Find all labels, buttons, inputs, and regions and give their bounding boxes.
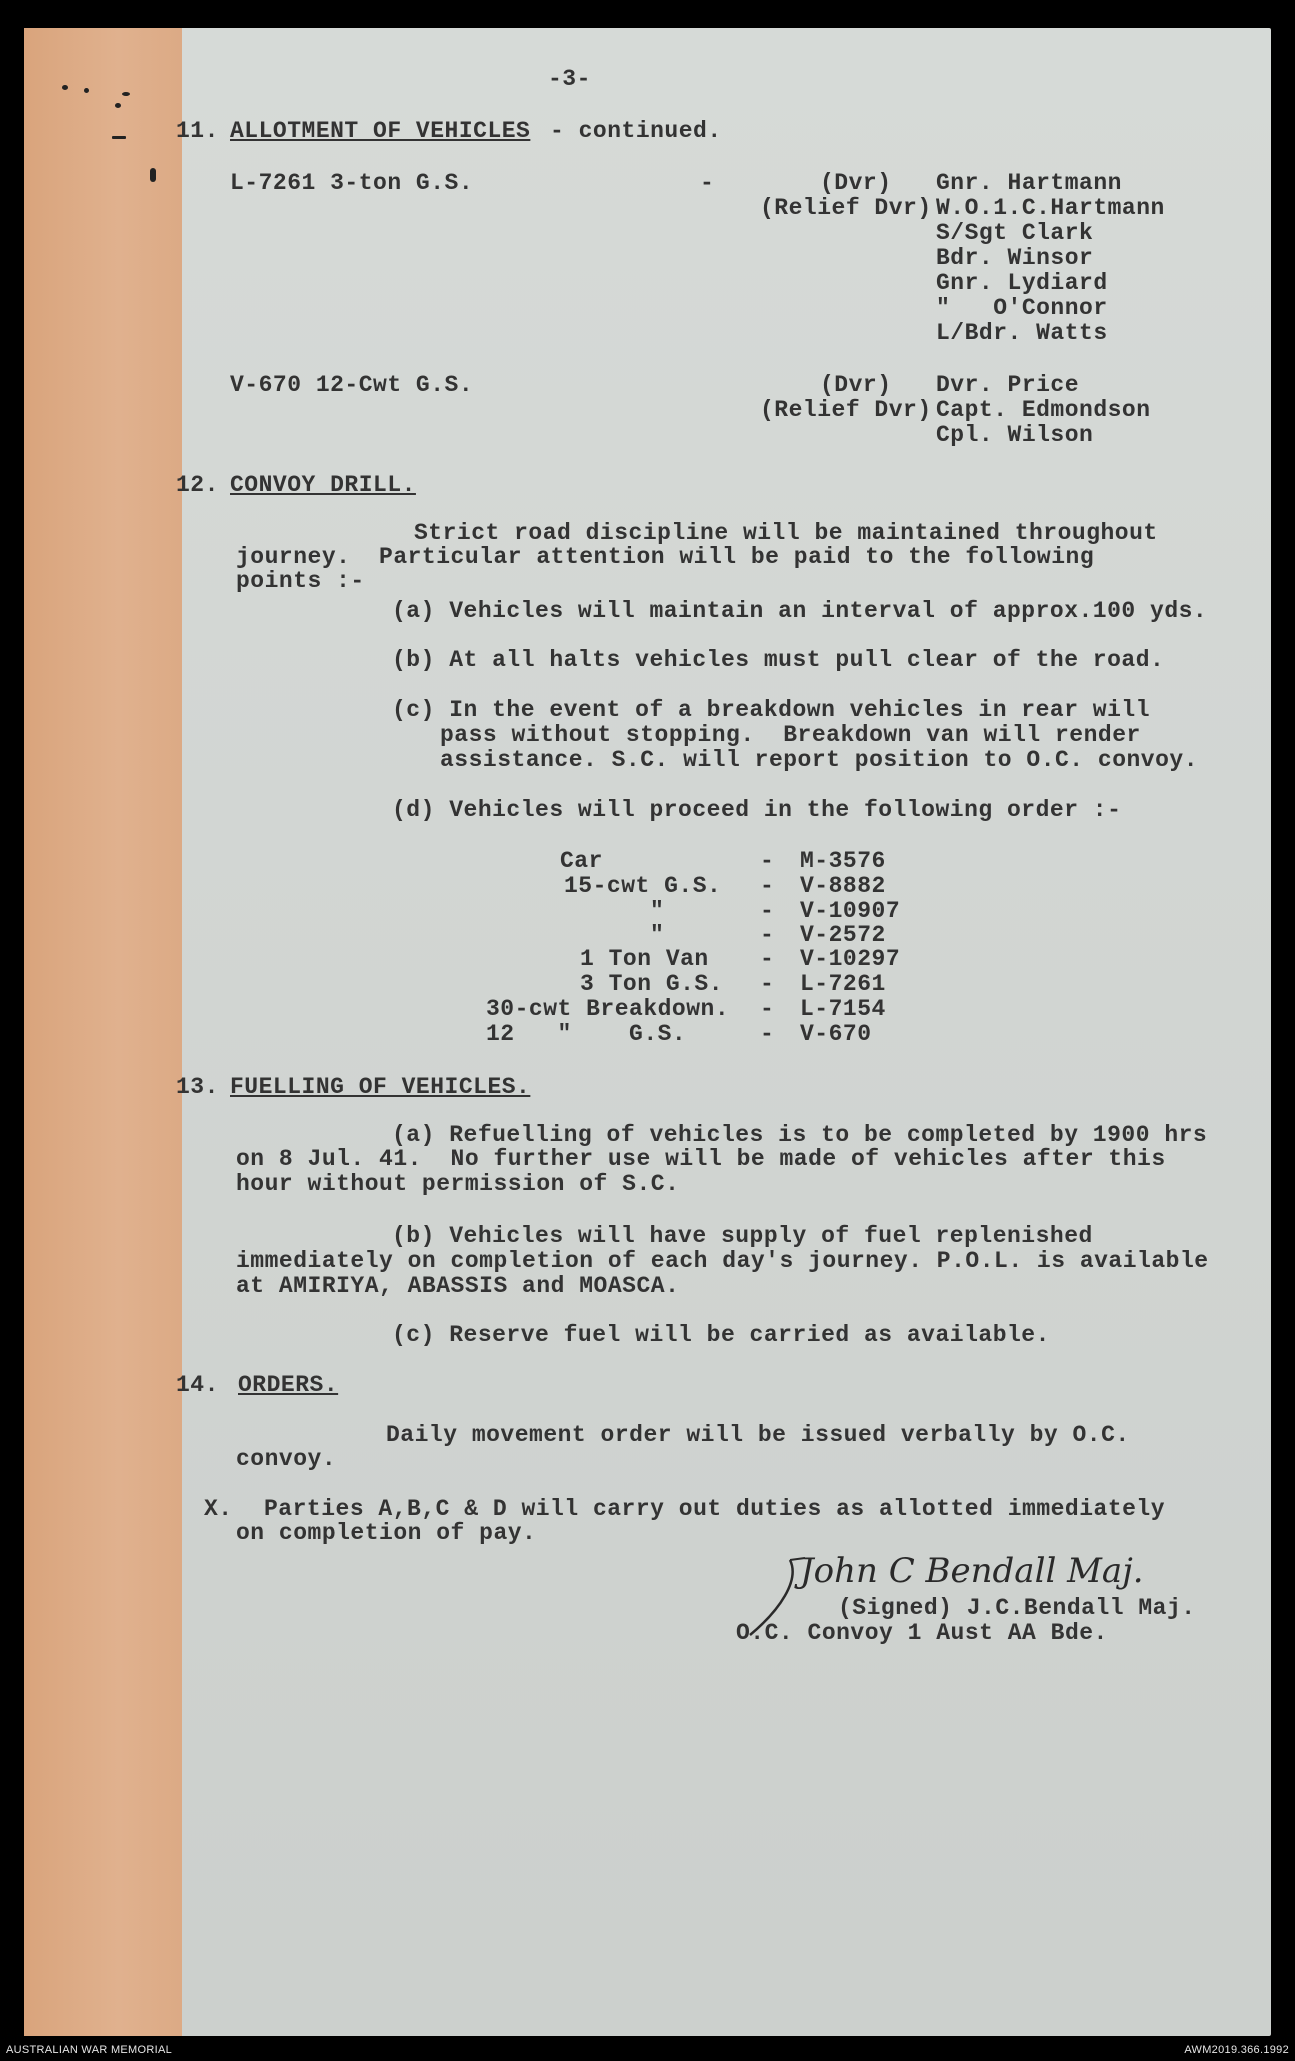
section-12-item-a: (a) Vehicles will maintain an interval of approx.100 yds. [392,598,1208,624]
page-number: -3- [548,66,591,92]
order-dash: - [760,996,775,1022]
footer-accession-number: AWM2019.366.1992 [1184,2044,1289,2056]
order-vehicle-number: L-7154 [800,996,886,1022]
order-dash: - [760,946,775,972]
vehicle-2-name: V-670 12-Cwt G.S. [230,372,474,398]
order-dash: - [760,848,775,874]
crew-name: L/Bdr. Watts [936,320,1108,346]
section-12-title: CONVOY DRILL. [230,472,416,498]
ink-mark [150,168,156,182]
signed-name: (Signed) J.C.Bendall Maj. [838,1595,1196,1621]
crew-name: Cpl. Wilson [936,422,1094,448]
section-13-item-a-line: hour without permission of S.C. [236,1171,680,1197]
order-vehicle-number: M-3576 [800,848,886,874]
order-vehicle-number: V-2572 [800,922,886,948]
order-dash: - [760,898,775,924]
section-13-number: 13. [176,1074,219,1100]
crew-name: S/Sgt Clark [936,220,1094,246]
vehicle-2-role-relief: (Relief Dvr) [760,397,932,423]
section-12-intro-line: points :- [236,568,365,594]
order-dash: - [760,922,775,948]
order-vehicle-type: 12 " G.S. [486,1021,687,1047]
section-13-title: FUELLING OF VEHICLES. [230,1074,531,1100]
section-x-number: X. [204,1496,233,1522]
crew-name: Dvr. Price [936,372,1080,398]
section-11-number: 11. [176,118,219,144]
vehicle-2-role-dvr: (Dvr) [820,372,892,398]
tape-strip [24,28,182,2036]
section-14-text-line: convoy. [236,1446,337,1472]
section-12-intro-line: journey. Particular attention will be paid to the following [236,544,1095,570]
section-12-item-c-line: assistance. S.C. will report position to O.C. convoy. [440,747,1199,773]
section-13-item-b-line: immediately on completion of each day's journey. P.O.L. is available [236,1248,1209,1274]
section-11-suffix: - continued. [550,118,722,144]
order-vehicle-type: Car [560,848,603,874]
order-vehicle-type: 1 Ton Van [580,946,709,972]
order-vehicle-type: 3 Ton G.S. [580,971,724,997]
section-13-item-b-line: (b) Vehicles will have supply of fuel replenished [392,1223,1093,1249]
ink-mark [112,136,126,139]
footer-institution: AUSTRALIAN WAR MEMORIAL [6,2044,173,2056]
vehicle-1-name: L-7261 3-ton G.S. [230,170,474,196]
section-14-title: ORDERS. [238,1372,339,1398]
section-13-item-b-line: at AMIRIYA, ABASSIS and MOASCA. [236,1273,680,1299]
section-11-title: ALLOTMENT OF VEHICLES [230,118,531,144]
vehicle-1-role-dvr: (Dvr) [820,170,892,196]
section-12-item-b: (b) At all halts vehicles must pull clear of the road. [392,647,1165,673]
order-dash: - [760,1021,775,1047]
ink-mark [115,103,121,108]
order-vehicle-number: L-7261 [800,971,886,997]
crew-name: W.O.1.C.Hartmann [936,195,1165,221]
svg-text:John C Bendall Maj.: John C Bendall Maj. [800,1551,1144,1591]
crew-name: Bdr. Winsor [936,245,1094,271]
section-12-number: 12. [176,472,219,498]
section-13-item-c: (c) Reserve fuel will be carried as available. [392,1322,1050,1348]
ink-mark [62,85,68,90]
order-vehicle-type: 15-cwt G.S. [564,873,722,899]
crew-name: Gnr. Hartmann [936,170,1122,196]
section-14-text-line: Daily movement order will be issued verbally by O.C. [386,1422,1130,1448]
order-vehicle-type: " [650,898,665,924]
order-dash: - [760,873,775,899]
order-vehicle-number: V-670 [800,1021,872,1047]
crew-name: Capt. Edmondson [936,397,1151,423]
order-vehicle-type: " [650,922,665,948]
section-x-text-line: Parties A,B,C & D will carry out duties as allotted immediately [264,1496,1166,1522]
vehicle-1-dash: - [700,170,715,196]
section-12-item-c-line: pass without stopping. Breakdown van will render [440,722,1141,748]
section-12-item-c-line: (c) In the event of a breakdown vehicles in rear will [392,697,1151,723]
crew-name: " O'Connor [936,295,1108,321]
section-x-text-line: on completion of pay. [236,1520,537,1546]
vehicle-1-role-relief: (Relief Dvr) [760,195,932,221]
order-vehicle-type: 30-cwt Breakdown. [486,996,730,1022]
section-12-item-d: (d) Vehicles will proceed in the following order :- [392,797,1122,823]
order-dash: - [760,971,775,997]
ink-mark [84,88,89,93]
section-13-item-a-line: (a) Refuelling of vehicles is to be completed by 1900 hrs [392,1122,1208,1148]
signatory-title: O.C. Convoy 1 Aust AA Bde. [736,1620,1108,1646]
ink-mark [122,92,130,96]
section-14-number: 14. [176,1372,219,1398]
section-12-intro-line: Strict road discipline will be maintained throughout [414,520,1158,546]
order-vehicle-number: V-8882 [800,873,886,899]
section-13-item-a-line: on 8 Jul. 41. No further use will be made of vehicles after this [236,1146,1166,1172]
order-vehicle-number: V-10907 [800,898,901,924]
order-vehicle-number: V-10297 [800,946,901,972]
crew-name: Gnr. Lydiard [936,270,1108,296]
